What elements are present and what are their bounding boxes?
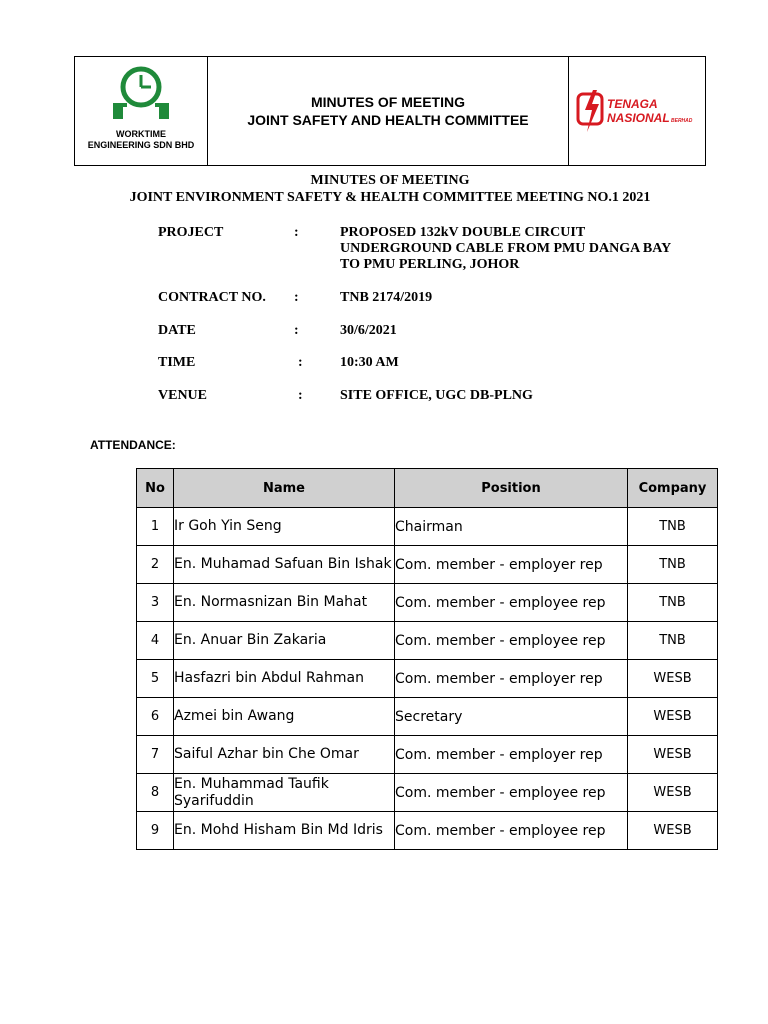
table-row — [137, 698, 718, 736]
cell-position: Com. member - employer rep — [395, 546, 628, 584]
project-label: PROJECT — [158, 225, 224, 240]
table-row — [137, 774, 718, 812]
contract-label: CONTRACT NO. — [158, 290, 266, 305]
table-row — [137, 812, 718, 850]
col-header-name: Name — [174, 469, 395, 508]
venue-value: SITE OFFICE, UGC DB-PLNG — [340, 388, 533, 403]
table-row — [137, 546, 718, 584]
col-header-no: No — [137, 469, 174, 508]
cell-company: TNB — [628, 508, 718, 546]
cell-position: Com. member - employee rep — [395, 774, 628, 812]
project-colon: : — [294, 225, 299, 240]
cell-position: Com. member - employee rep — [395, 584, 628, 622]
tnb-logo-icon — [575, 88, 699, 134]
company-name — [88, 129, 195, 151]
cell-no: 3 — [137, 584, 174, 622]
cell-name: En. Mohd Hisham Bin Md Idris — [174, 812, 395, 850]
project-row — [158, 225, 718, 275]
cell-no: 9 — [137, 812, 174, 850]
cell-company: TNB — [628, 584, 718, 622]
cell-no: 4 — [137, 622, 174, 660]
cell-name: En. Anuar Bin Zakaria — [174, 622, 395, 660]
cell-name: Hasfazri bin Abdul Rahman — [174, 660, 395, 698]
attendance-table — [136, 468, 718, 850]
tnb-logo-text-line2: NASIONAL — [607, 111, 670, 125]
date-row — [158, 323, 718, 339]
cell-position: Com. member - employer rep — [395, 660, 628, 698]
venue-row — [158, 388, 718, 404]
tnb-logo-text-small: BERHAD — [671, 118, 693, 124]
contract-row — [158, 290, 718, 306]
cell-no: 1 — [137, 508, 174, 546]
cell-name: En. Muhammad Taufik Syarifuddin — [174, 774, 395, 812]
title-line2: JOINT ENVIRONMENT SAFETY & HEALTH COMMITTEE MEETING NO.1 2021 — [129, 190, 651, 205]
time-colon: : — [298, 355, 303, 370]
cell-no: 2 — [137, 546, 174, 584]
title-line1: MINUTES OF MEETING — [310, 173, 470, 188]
project-value — [340, 225, 700, 273]
contract-value: TNB 2174/2019 — [340, 290, 433, 305]
venue-label: VENUE — [158, 388, 208, 403]
table-row — [137, 660, 718, 698]
table-row — [137, 736, 718, 774]
company-name-line2: ENGINEERING SDN BHD — [87, 140, 195, 150]
cell-no: 5 — [137, 660, 174, 698]
cell-company: TNB — [628, 546, 718, 584]
cell-company: WESB — [628, 812, 718, 850]
cell-position: Com. member - employee rep — [395, 622, 628, 660]
table-row — [137, 622, 718, 660]
date-value: 30/6/2021 — [340, 323, 397, 338]
date-colon: : — [294, 323, 299, 338]
header-title-block — [208, 57, 569, 165]
attendance-heading: ATTENDANCE: — [90, 438, 176, 452]
tnb-logo-block — [569, 57, 705, 165]
cell-position: Com. member - employee rep — [395, 812, 628, 850]
time-row — [158, 355, 718, 371]
cell-company: WESB — [628, 736, 718, 774]
header-title-line2: JOINT SAFETY AND HEALTH COMMITTEE — [247, 112, 529, 128]
attendance-header-row — [137, 469, 718, 508]
project-value-line1: PROPOSED 132kV DOUBLE CIRCUIT — [340, 225, 586, 240]
cell-position: Chairman — [395, 508, 628, 546]
cell-name: Azmei bin Awang — [174, 698, 395, 736]
date-label: DATE — [158, 323, 196, 338]
time-value: 10:30 AM — [340, 355, 399, 370]
project-value-line2: UNDERGROUND CABLE FROM PMU DANGA BAY — [340, 241, 672, 256]
cell-name: En. Muhamad Safuan Bin Ishak — [174, 546, 395, 584]
worktime-logo-block — [75, 57, 208, 165]
cell-name: Saiful Azhar bin Che Omar — [174, 736, 395, 774]
cell-name: En. Normasnizan Bin Mahat — [174, 584, 395, 622]
header-title-line1: MINUTES OF MEETING — [311, 94, 465, 110]
col-header-company: Company — [628, 469, 718, 508]
tnb-logo-text-line1: TENAGA — [607, 97, 658, 111]
cell-company: TNB — [628, 622, 718, 660]
cell-no: 7 — [137, 736, 174, 774]
cell-no: 8 — [137, 774, 174, 812]
col-header-position: Position — [395, 469, 628, 508]
cell-company: WESB — [628, 660, 718, 698]
document-title — [74, 172, 706, 206]
worktime-clock-logo-icon — [111, 63, 171, 121]
cell-company: WESB — [628, 774, 718, 812]
cell-name: Ir Goh Yin Seng — [174, 508, 395, 546]
time-label: TIME — [158, 355, 196, 370]
table-row — [137, 584, 718, 622]
cell-no: 6 — [137, 698, 174, 736]
document-header — [74, 56, 706, 166]
contract-colon: : — [294, 290, 299, 305]
cell-company: WESB — [628, 698, 718, 736]
cell-position: Secretary — [395, 698, 628, 736]
table-row — [137, 508, 718, 546]
project-value-line3: TO PMU PERLING, JOHOR — [340, 257, 520, 272]
cell-position: Com. member - employer rep — [395, 736, 628, 774]
company-name-line1: WORKTIME — [115, 129, 166, 139]
venue-colon: : — [298, 388, 303, 403]
